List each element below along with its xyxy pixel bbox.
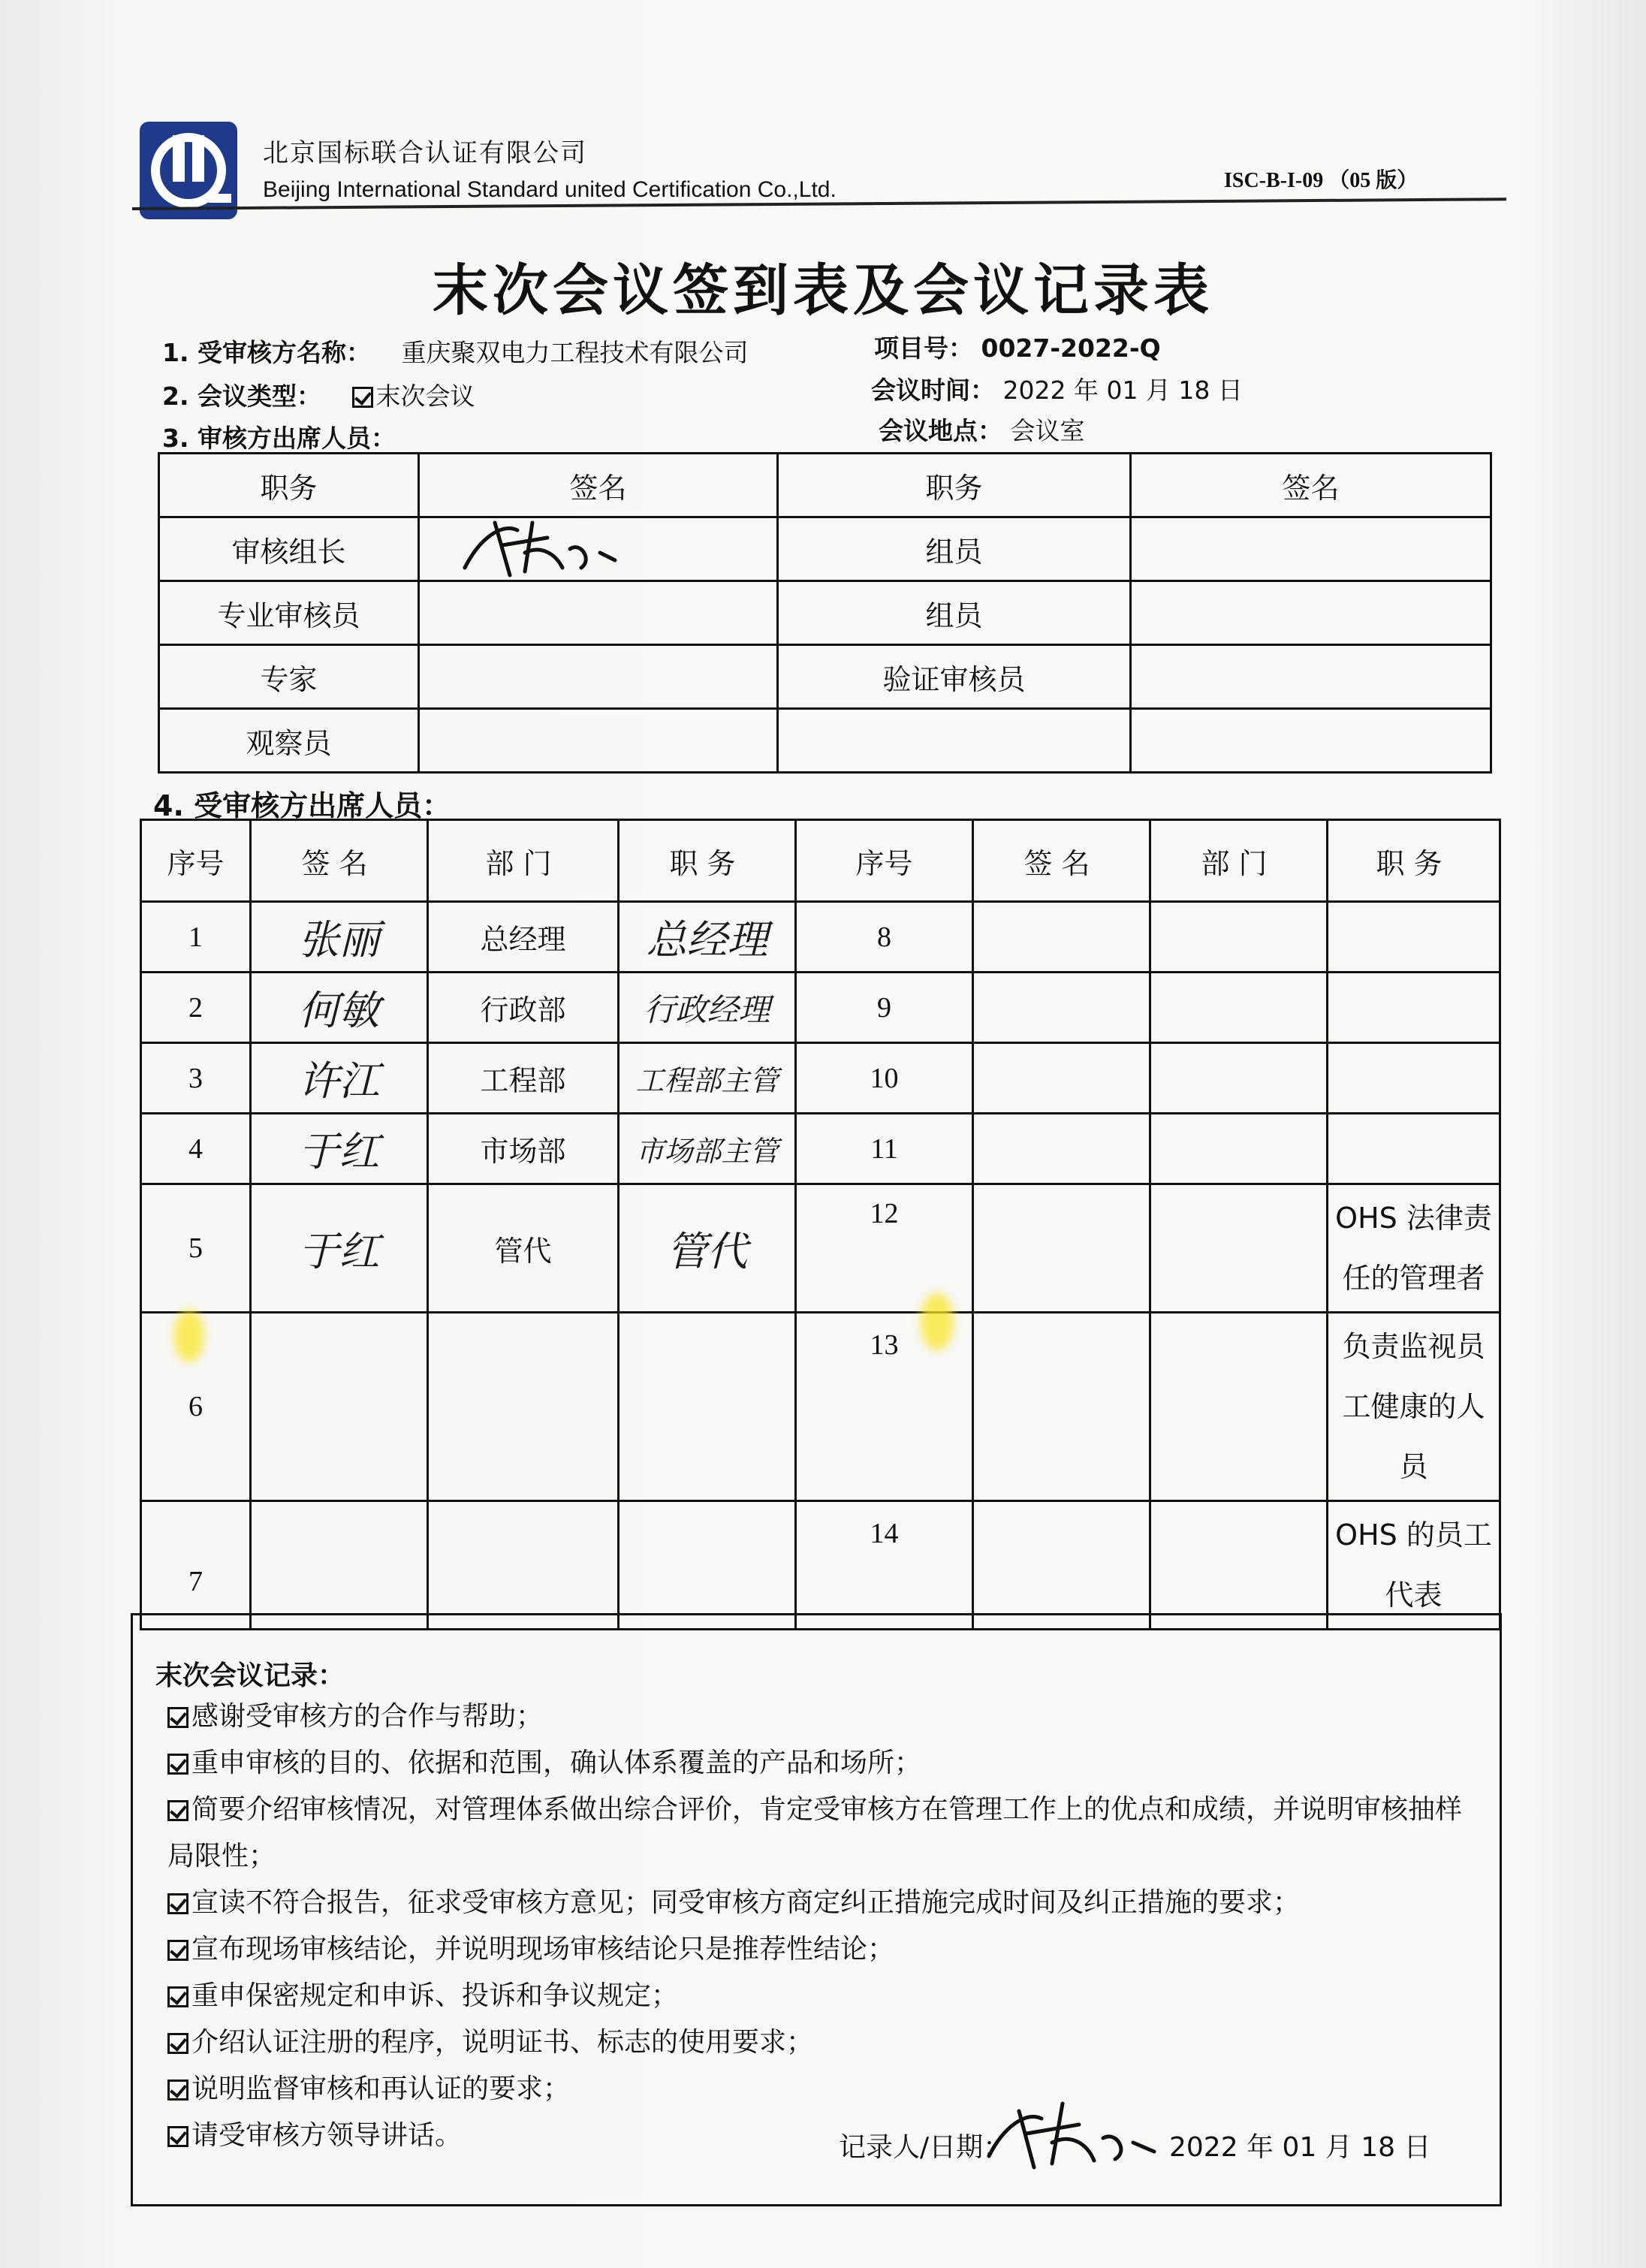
row-number: 14	[796, 1501, 973, 1630]
form-code: ISC-B-I-09 （05 版）	[1224, 169, 1418, 192]
signature-cell	[1131, 645, 1491, 709]
signature-cell: 张丽	[251, 902, 428, 973]
checkbox-checked-icon	[167, 2126, 188, 2147]
signature-cell	[973, 1184, 1150, 1313]
row-number: 12	[796, 1184, 973, 1313]
auditor-attendance-table	[158, 452, 1492, 774]
header-cell: 签名	[251, 820, 428, 902]
header-cell: 签名	[419, 454, 778, 517]
list-item	[167, 1973, 1482, 2019]
department-cell	[1150, 1313, 1328, 1501]
table-row	[141, 1501, 1500, 1630]
signature-cell	[419, 581, 778, 645]
minutes-title: 末次会议记录：	[155, 1660, 345, 1691]
header-cell: 职务	[1328, 820, 1500, 902]
checkbox-checked-icon	[167, 1893, 188, 1914]
signature-cell: 于红	[251, 1114, 428, 1184]
auditee-attendance-table	[140, 819, 1501, 1630]
title-cell: 工程部主管	[619, 1043, 796, 1114]
minutes-item-text: 请受审核方领导讲话。	[191, 2120, 463, 2151]
list-item	[167, 1740, 1482, 1787]
meeting-time-value: 2022 年 01 月 18 日	[1002, 375, 1243, 405]
list-item	[167, 2066, 1482, 2113]
table-row	[159, 581, 1491, 645]
department-cell	[1150, 1114, 1328, 1184]
table-row	[141, 1043, 1500, 1114]
row-number: 7	[141, 1501, 251, 1630]
header-cell: 序号	[141, 820, 251, 902]
department-cell: 行政部	[428, 973, 619, 1043]
row-number: 6	[141, 1313, 251, 1501]
signature-cell	[251, 1313, 428, 1501]
row-number: 5	[141, 1184, 251, 1313]
title-cell	[1328, 1043, 1500, 1114]
title-cell	[619, 1313, 796, 1501]
meeting-place-label: 会议地点：	[879, 416, 1002, 445]
minutes-item-text: 说明监督审核和再认证的要求；	[191, 2073, 571, 2104]
auditee-name-label: 1. 受审核方名称：	[162, 338, 371, 367]
title-cell: OHS 的员工代表	[1328, 1501, 1500, 1630]
title-cell	[1328, 973, 1500, 1043]
meeting-type-label: 2. 会议类型：	[162, 382, 321, 411]
row-number: 10	[796, 1043, 973, 1114]
minutes-item-text: 重申审核的目的、依据和范围，确认体系覆盖的产品和场所；	[191, 1748, 922, 1778]
row-number: 9	[796, 973, 973, 1043]
project-number-label: 项目号：	[874, 333, 973, 363]
signature-cell	[1131, 517, 1491, 581]
title-cell	[619, 1501, 796, 1630]
department-cell	[1150, 1043, 1328, 1114]
department-cell: 总经理	[428, 902, 619, 973]
row-number: 3	[141, 1043, 251, 1114]
signature-cell	[973, 1313, 1150, 1501]
table-row	[141, 1114, 1500, 1184]
signature-cell	[419, 709, 778, 773]
list-item	[167, 2019, 1482, 2066]
meeting-place-value: 会议室	[1010, 416, 1085, 445]
title-cell: 管代	[619, 1184, 796, 1313]
table-row	[159, 517, 1491, 581]
checkbox-checked-icon	[167, 2080, 188, 2101]
signature-cell	[1131, 709, 1491, 773]
project-number-value: 0027-2022-Q	[981, 333, 1161, 363]
minutes-item-text: 重申保密规定和申诉、投诉和争议规定；	[191, 1980, 679, 2011]
auditee-attendees-label	[153, 783, 451, 824]
role-cell: 组员	[778, 517, 1131, 581]
checkbox-checked-icon	[167, 2033, 188, 2054]
role-cell: 验证审核员	[778, 645, 1131, 709]
project-number-line	[874, 329, 1161, 364]
checkbox-checked-icon	[352, 387, 373, 408]
signature-cell	[973, 1501, 1150, 1630]
signature-cell	[973, 1114, 1150, 1184]
checkbox-checked-icon	[167, 1986, 188, 2007]
title-cell: 总经理	[619, 902, 796, 973]
title-cell: 市场部主管	[619, 1114, 796, 1184]
header-cell: 序号	[796, 820, 973, 902]
department-cell	[1150, 973, 1328, 1043]
role-cell: 组员	[778, 581, 1131, 645]
auditee-name-value: 重庆聚双电力工程技术有限公司	[401, 338, 749, 367]
meeting-type-line	[162, 377, 475, 412]
list-item	[167, 1787, 1482, 1880]
row-number: 2	[141, 973, 251, 1043]
checkbox-checked-icon	[167, 1754, 188, 1775]
department-cell	[428, 1501, 619, 1630]
department-cell: 市场部	[428, 1114, 619, 1184]
signature-cell: 于红	[251, 1184, 428, 1313]
minutes-list	[167, 1693, 1482, 2159]
header-cell: 职务	[159, 454, 419, 517]
checkbox-checked-icon	[167, 1800, 188, 1821]
signature-lead-auditor	[450, 508, 630, 583]
header-cell: 职务	[619, 820, 796, 902]
checkbox-checked-icon	[167, 1707, 188, 1728]
table-row	[141, 1313, 1500, 1501]
signature-cell	[251, 1501, 428, 1630]
auditee-name-line	[162, 333, 749, 369]
highlight-mark	[174, 1310, 204, 1362]
department-cell: 管代	[428, 1184, 619, 1313]
record-date: 2022 年 01 月 18 日	[1169, 2132, 1431, 2163]
list-item	[167, 1926, 1482, 1973]
table-row	[141, 973, 1500, 1043]
highlight-mark	[921, 1293, 954, 1350]
department-cell	[1150, 1184, 1328, 1313]
role-cell: 专业审核员	[159, 581, 419, 645]
header-cell: 职务	[778, 454, 1131, 517]
signature-cell	[973, 1043, 1150, 1114]
role-cell: 专家	[159, 645, 419, 709]
signature-cell	[1131, 581, 1491, 645]
role-cell: 审核组长	[159, 517, 419, 581]
meeting-time-line	[871, 371, 1243, 406]
signature-recorder	[974, 2089, 1169, 2179]
minutes-item-text: 简要介绍审核情况，对管理体系做出综合评价，肯定受审核方在管理工作上的优点和成绩，并说明审核抽样局限性；	[167, 1794, 1463, 1871]
list-item	[167, 1880, 1482, 1926]
title-cell: OHS 法律责任的管理者	[1328, 1184, 1500, 1313]
table-header-row	[159, 454, 1491, 517]
role-cell: 观察员	[159, 709, 419, 773]
header-cell: 签名	[1131, 454, 1491, 517]
meeting-type-value: 末次会议	[375, 382, 475, 411]
company-name-cn: 北京国标联合认证有限公司	[263, 138, 587, 168]
department-cell: 工程部	[428, 1043, 619, 1114]
table-row	[141, 1184, 1500, 1313]
role-cell	[778, 709, 1131, 773]
title-cell	[1328, 1114, 1500, 1184]
title-cell: 负责监视员工健康的人员	[1328, 1313, 1500, 1501]
row-number: 11	[796, 1114, 973, 1184]
row-number: 4	[141, 1114, 251, 1184]
row-number: 13	[796, 1313, 973, 1501]
meeting-time-label: 会议时间：	[871, 375, 995, 405]
signature-cell	[419, 517, 778, 581]
table-row	[141, 902, 1500, 973]
signature-cell	[973, 902, 1150, 973]
row-number: 8	[796, 902, 973, 973]
header-cell: 签名	[973, 820, 1150, 902]
company-name-en: Beijing International Standard united Certification Co.,Ltd.	[263, 177, 837, 202]
meeting-place-line	[879, 412, 1085, 447]
signature-cell	[419, 645, 778, 709]
signature-cell: 许江	[251, 1043, 428, 1114]
department-cell	[1150, 1501, 1328, 1630]
title-cell	[1328, 902, 1500, 973]
table-row	[159, 645, 1491, 709]
signature-cell	[973, 973, 1150, 1043]
row-number: 1	[141, 902, 251, 973]
table-row	[159, 709, 1491, 773]
list-item	[167, 1693, 1482, 1740]
minutes-item-text: 宣布现场审核结论，并说明现场审核结论只是推荐性结论；	[191, 1934, 895, 1965]
document-title: 末次会议签到表及会议记录表	[433, 258, 1213, 323]
auditee-attendees-label-text: 4. 受审核方出席人员：	[153, 789, 451, 822]
checkbox-checked-icon	[167, 1940, 188, 1961]
header-cell: 部门	[428, 820, 619, 902]
minutes-item-text: 介绍认证注册的程序，说明证书、标志的使用要求；	[191, 2027, 814, 2058]
signature-cell: 何敏	[251, 973, 428, 1043]
recorder-label: 记录人/日期：	[839, 2132, 1011, 2163]
department-cell	[428, 1313, 619, 1501]
minutes-item-text: 感谢受审核方的合作与帮助；	[191, 1701, 544, 1732]
table-header-row	[141, 820, 1500, 902]
department-cell	[1150, 902, 1328, 973]
title-cell: 行政经理	[619, 973, 796, 1043]
auditor-attendees-label	[162, 419, 396, 454]
header-cell: 部门	[1150, 820, 1328, 902]
minutes-item-text: 宣读不符合报告，征求受审核方意见；同受审核方商定纠正措施完成时间及纠正措施的要求；	[191, 1887, 1301, 1918]
auditor-attendees-label-text: 3. 审核方出席人员：	[162, 424, 396, 453]
meeting-minutes-box	[131, 1613, 1502, 2206]
